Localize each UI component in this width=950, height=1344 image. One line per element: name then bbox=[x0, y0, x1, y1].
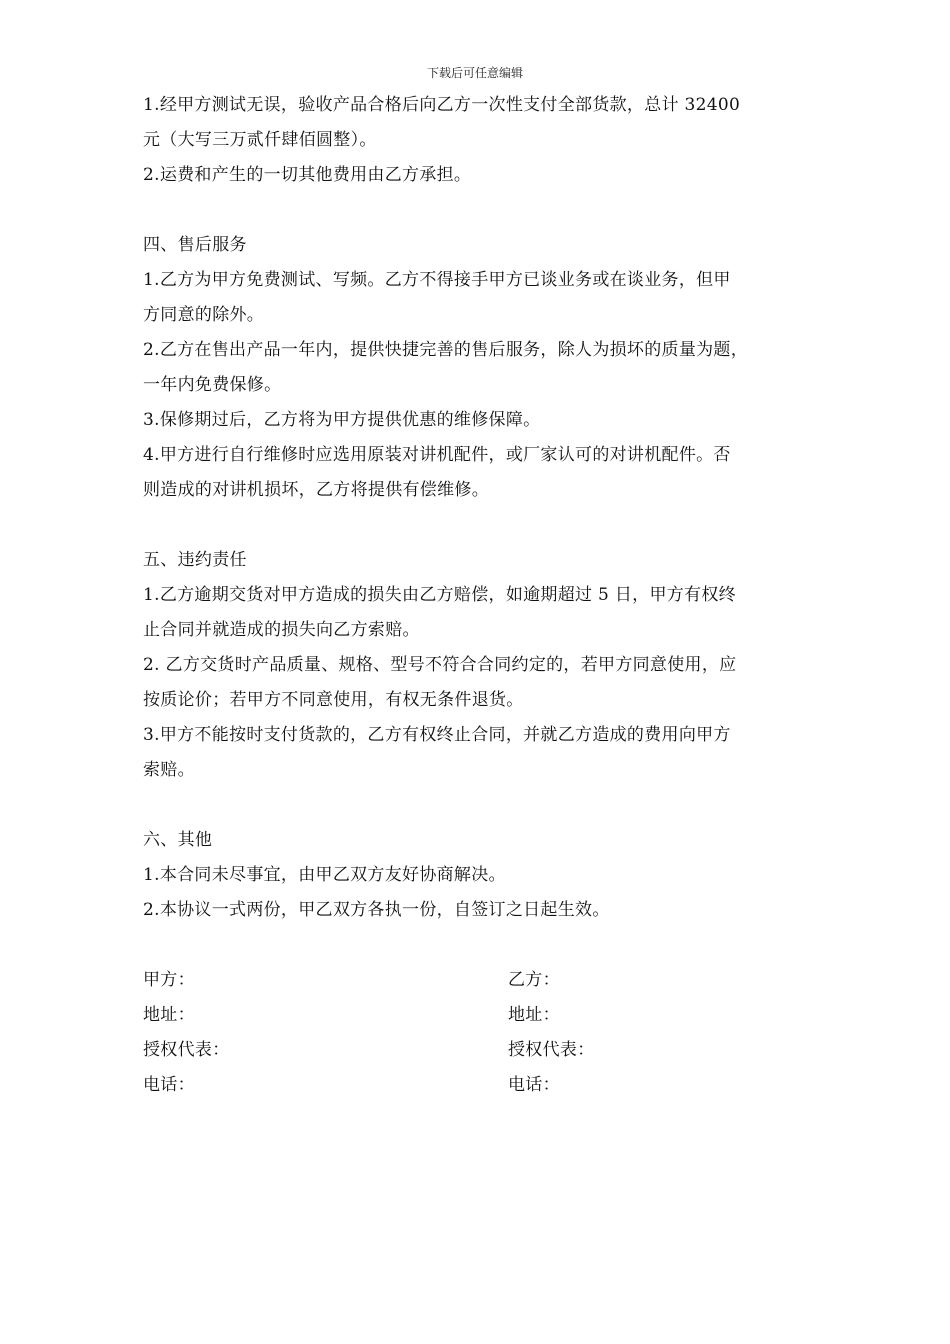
payment-item-1-line-2: 元（大写三万贰仟肆佰圆整）。 bbox=[143, 130, 377, 150]
party-b-phone-label: 电话： bbox=[508, 1075, 560, 1095]
section-spacer bbox=[143, 193, 823, 228]
liability-item-1-line-1: 1.乙方逾期交货对甲方造成的损失由乙方赔偿，如逾期超过 5 日，甲方有权终 bbox=[143, 585, 736, 605]
after-sales-item-4-line-1: 4.甲方进行自行维修时应选用原装对讲机配件，或厂家认可的对讲机配件。否 bbox=[143, 445, 731, 465]
party-a-representative-label: 授权代表： bbox=[143, 1040, 230, 1060]
after-sales-section bbox=[143, 228, 823, 508]
party-b-address-label: 地址： bbox=[508, 1005, 560, 1025]
section-spacer bbox=[143, 788, 823, 823]
section-spacer bbox=[143, 508, 823, 543]
liability-item-3-line-2: 索赔。 bbox=[143, 760, 195, 780]
liability-item-2-line-1: 2. 乙方交货时产品质量、规格、型号不符合合同约定的，若甲方同意使用，应 bbox=[143, 655, 737, 675]
other-item-2: 2.本协议一式两份，甲乙双方各执一份，自签订之日起生效。 bbox=[143, 900, 610, 920]
other-section bbox=[143, 823, 823, 928]
section-heading-other: 六、其他 bbox=[143, 830, 213, 850]
liability-item-2-line-2: 按质论价；若甲方不同意使用，有权无条件退货。 bbox=[143, 690, 524, 710]
after-sales-item-3: 3.保修期过后，乙方将为甲方提供优惠的维修保障。 bbox=[143, 410, 541, 430]
party-b-name-label: 乙方： bbox=[508, 970, 560, 990]
payment-item-1-line-1: 1.经甲方测试无误，验收产品合格后向乙方一次性支付全部货款，总计 32400 bbox=[143, 95, 741, 115]
liability-item-1-line-2: 止合同并就造成的损失向乙方索赔。 bbox=[143, 620, 420, 640]
party-a-phone-label: 电话： bbox=[143, 1075, 195, 1095]
after-sales-item-1-line-2: 方同意的除外。 bbox=[143, 305, 265, 325]
party-b-representative-label: 授权代表： bbox=[508, 1040, 595, 1060]
payment-item-2: 2.运费和产生的一切其他费用由乙方承担。 bbox=[143, 165, 472, 185]
section-heading-liability: 五、违约责任 bbox=[143, 550, 247, 570]
section-heading-after-sales: 四、售后服务 bbox=[143, 235, 247, 255]
other-item-1: 1.本合同未尽事宜，由甲乙双方友好协商解决。 bbox=[143, 865, 506, 885]
after-sales-item-2-line-1: 2.乙方在售出产品一年内，提供快捷完善的售后服务，除人为损坏的质量为题， bbox=[143, 340, 749, 360]
payment-section bbox=[143, 88, 823, 193]
after-sales-item-4-line-2: 则造成的对讲机损坏，乙方将提供有偿维修。 bbox=[143, 480, 489, 500]
liability-section bbox=[143, 543, 823, 788]
signature-block bbox=[143, 963, 823, 1103]
contract-body bbox=[143, 88, 823, 1103]
party-a-address-label: 地址： bbox=[143, 1005, 195, 1025]
header-note: 下载后可任意编辑 bbox=[426, 66, 523, 80]
liability-item-3-line-1: 3.甲方不能按时支付货款的，乙方有权终止合同，并就乙方造成的费用向甲方 bbox=[143, 725, 731, 745]
section-spacer bbox=[143, 928, 823, 963]
party-a-name-label: 甲方： bbox=[143, 970, 195, 990]
after-sales-item-2-line-2: 一年内免费保修。 bbox=[143, 375, 282, 395]
after-sales-item-1-line-1: 1.乙方为甲方免费测试、写频。乙方不得接手甲方已谈业务或在谈业务，但甲 bbox=[143, 270, 731, 290]
